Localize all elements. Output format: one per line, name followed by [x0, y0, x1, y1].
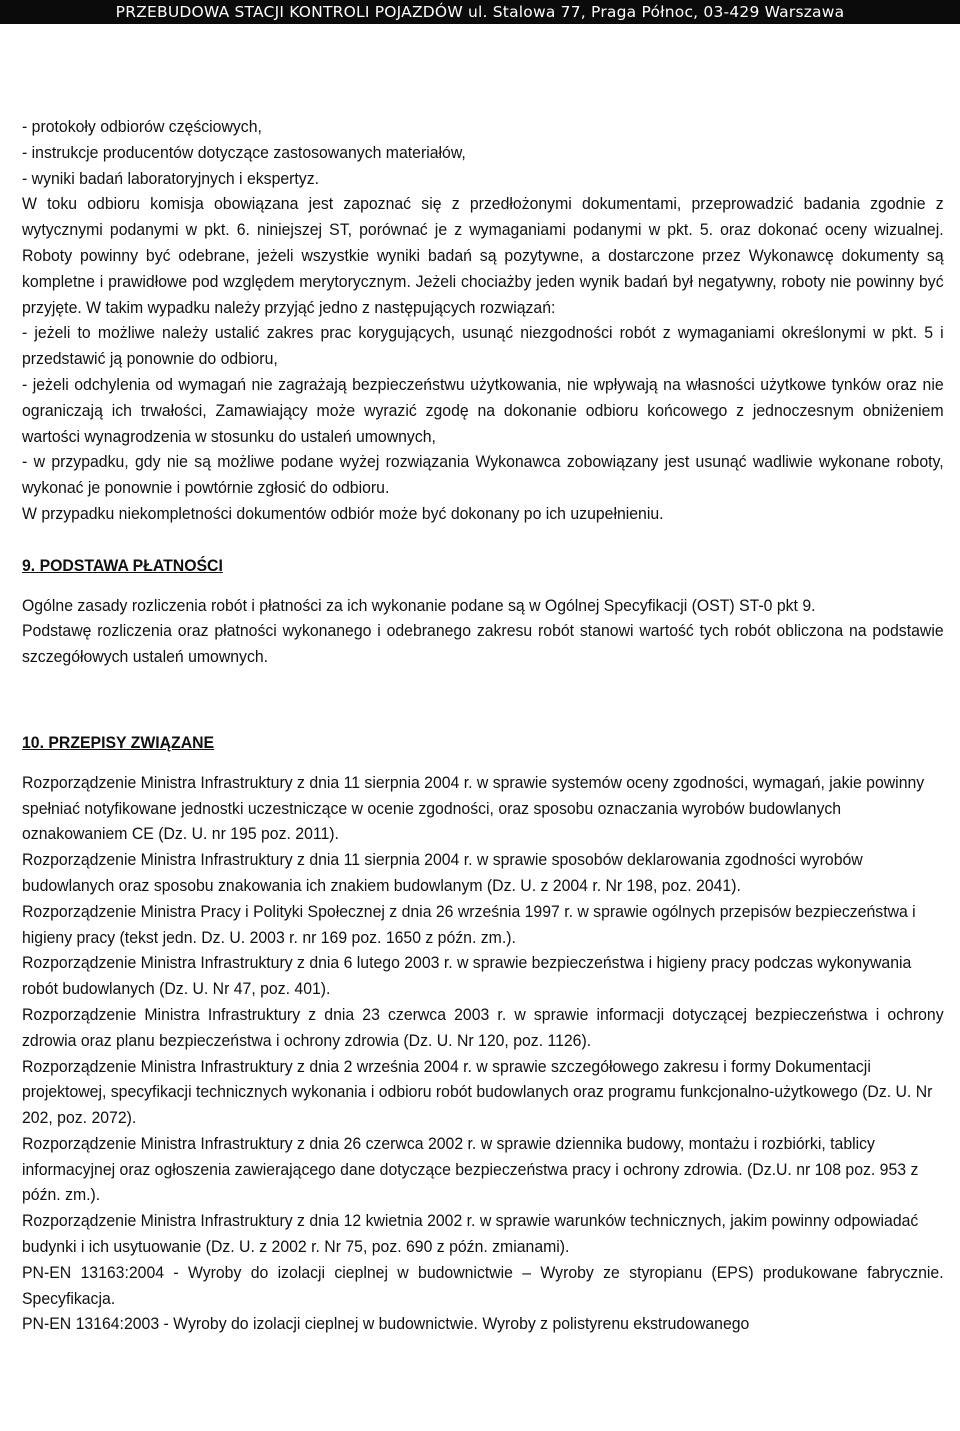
- regulation-item: Rozporządzenie Ministra Infrastruktury z dnia 2 września 2004 r. w sprawie szczegółowego zakresu i formy Dokumentacji projektowej, specyfikacji technicznych wykonania i odbioru robót budowlanych oraz programu funkcjonalno-użytkowego (Dz. U. Nr 202, poz. 2072).: [22, 1056, 933, 1128]
- section-heading: 9. PODSTAWA PŁATNOŚCI: [22, 555, 223, 575]
- regulation-item: Rozporządzenie Ministra Infrastruktury z dnia 23 czerwca 2003 r. w sprawie informacji dotyczącej bezpieczeństwa i ochrony zdrowia oraz planu bezpieczeństwa i ochrony zdrowia (Dz. U. Nr 120, poz. 1126).: [22, 1004, 944, 1050]
- list-item: - protokoły odbiorów częściowych,: [22, 117, 262, 136]
- regulation-item: Rozporządzenie Ministra Infrastruktury z dnia 26 czerwca 2002 r. w sprawie dziennika budowy, montażu i rozbiórki, tablicy informacyjnej oraz ogłoszenia zawierającego dane dotyczące bezpieczeństwa pracy i ochrony zdrowia. (Dz.U. nr 108 poz. 953 z późn. zm.).: [22, 1133, 919, 1205]
- paragraph: W toku odbioru komisja obowiązana jest zapoznać się z przedłożonymi dokumentami, przeprowadzić badania zgodnie z wytycznymi podanymi w pkt. 6. niniejszej ST, porównać je z wymaganiami podanymi w pkt. 5. oraz dokonać oceny wizualnej. Roboty powinny być odebrane, jeżeli wszystkie wyniki badań są pozytywne, a dostarczone przez Wykonawcę dokumenty są kompletne i prawidłowe pod względem merytorycznym. Jeżeli chociażby jeden wynik badań był negatywny, roboty nie powinny być przyjęte. W takim wypadku należy przyjąć jedno z następujących rozwiązań:: [22, 194, 944, 317]
- regulation-item: PN-EN 13164:2003 - Wyroby do izolacji cieplnej w budownictwie. Wyroby z polistyrenu ekstrudowanego: [22, 1314, 750, 1334]
- paragraph: Podstawę rozliczenia oraz płatności wykonanego i odebranego zakresu robót stanowi wartość tych robót obliczona na podstawie szczegółowych ustaleń umownych.: [22, 621, 944, 667]
- regulation-item: Rozporządzenie Ministra Infrastruktury z dnia 12 kwietnia 2002 r. w sprawie warunków technicznych, jakim powinny odpowiadać budynki i ich usytuowanie (Dz. U. z 2002 r. Nr 75, poz. 690 z późn. zmianami).: [22, 1211, 919, 1257]
- section-heading: 10. PRZEPISY ZWIĄZANE: [22, 732, 215, 752]
- regulation-item: PN-EN 13163:2004 - Wyroby do izolacji cieplnej w budownictwie – Wyroby ze styropianu (EPS) produkowane fabrycznie. Specyfikacja.: [22, 1262, 944, 1308]
- regulation-item: Rozporządzenie Ministra Infrastruktury z dnia 11 sierpnia 2004 r. w sprawie systemów oceny zgodności, wymagań, jakie powinny spełniać notyfikowane jednostki uczestniczące w ocenie zgodności, oraz sposobu oznaczania wyrobów budowlanych oznakowaniem CE (Dz. U. nr 195 poz. 2011).: [22, 772, 925, 844]
- paragraph: - jeżeli odchylenia od wymagań nie zagrażają bezpieczeństwu użytkowania, nie wpływają na własności użytkowe tynków oraz nie ograniczają ich trwałości, Zamawiający może wyrazić zgodę na dokonanie odbioru końcowego z jednoczesnym obniżeniem wartości wynagrodzenia w stosunku do ustaleń umownych,: [22, 374, 944, 446]
- regulation-item: Rozporządzenie Ministra Pracy i Polityki Społecznej z dnia 26 września 1997 r. w sprawie ogólnych przepisów bezpieczeństwa i higieny pracy (tekst jedn. Dz. U. 2003 r. nr 169 poz. 1650 z późn. zm.).: [22, 901, 916, 947]
- paragraph: Ogólne zasady rozliczenia robót i płatności za ich wykonanie podane są w Ogólnej Specyfikacji (OST) ST-0 pkt 9.: [22, 595, 816, 615]
- regulation-item: Rozporządzenie Ministra Infrastruktury z dnia 6 lutego 2003 r. w sprawie bezpieczeństwa i higieny pracy podczas wykonywania robót budowlanych (Dz. U. Nr 47, poz. 401).: [22, 953, 912, 999]
- paragraph: W przypadku niekompletności dokumentów odbiór może być dokonany po ich uzupełnieniu.: [22, 503, 664, 523]
- regulation-item: Rozporządzenie Ministra Infrastruktury z dnia 11 sierpnia 2004 r. w sprawie sposobów deklarowania zgodności wyrobów budowlanych oraz sposobu znakowania ich znakiem budowlanym (Dz. U. z 2004 r. Nr 198, poz. 2041).: [22, 850, 863, 895]
- paragraph: - w przypadku, gdy nie są możliwe podane wyżej rozwiązania Wykonawca zobowiązany jest usunąć wadliwie wykonane roboty, wykonać je ponownie i powtórnie zgłosić do odbioru.: [22, 452, 944, 498]
- list-item: - wyniki badań laboratoryjnych i ekspertyz.: [22, 168, 320, 188]
- list-item: - instrukcje producentów dotyczące zastosowanych materiałów,: [22, 142, 466, 162]
- document-header: PRZEBUDOWA STACJI KONTROLI POJAZDÓW ul. Stalowa 77, Praga Północ, 03-429 Warszawa: [0, 0, 960, 24]
- document-body: [22, 114, 944, 1337]
- paragraph: - jeżeli to możliwe należy ustalić zakres prac korygujących, usunąć niezgodności robót z wymaganiami określonymi w pkt. 5 i przedstawić ją ponownie do odbioru,: [22, 323, 944, 369]
